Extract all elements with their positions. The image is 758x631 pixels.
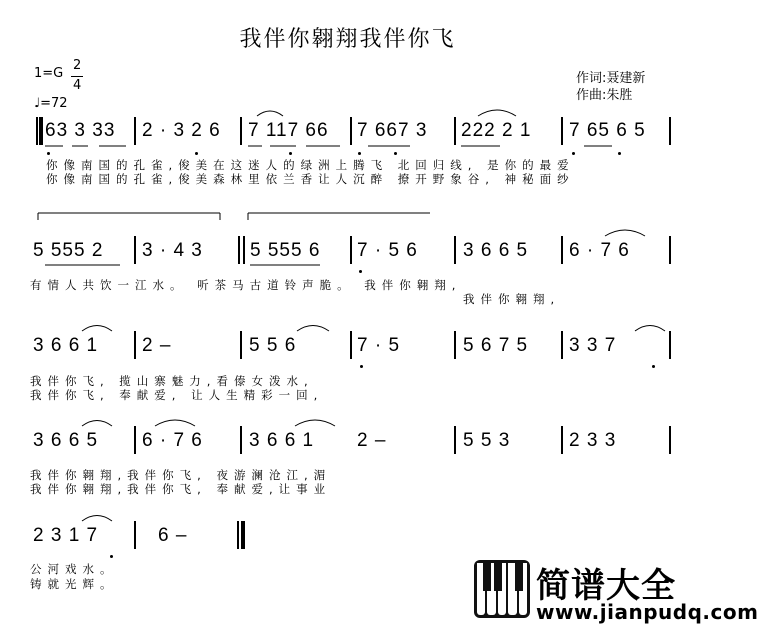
measure: 7 667 3: [357, 120, 428, 141]
measure: 2 3 3: [569, 430, 617, 451]
measure: 5 6 7 5: [463, 335, 529, 356]
lower-octave-dot: [652, 365, 655, 368]
underlines: [38, 146, 612, 265]
key-signature: 1=G: [34, 66, 64, 81]
measure: 2 3 1 7: [33, 525, 99, 546]
watermark-url: www.jianpudq.com: [536, 600, 758, 624]
time-signature-top: 2: [73, 58, 82, 73]
lyric-line-2: 我伴你翱翔,: [463, 292, 561, 306]
lower-octave-dot: [195, 152, 198, 155]
lower-octave-dot: [110, 555, 113, 558]
measure: 7 117 66: [248, 120, 329, 141]
measure: 5 5 3: [463, 430, 511, 451]
measure: 5 555 6: [250, 240, 321, 261]
tempo-marking: ♩=72: [34, 96, 68, 111]
measure: 3 · 4 3: [142, 240, 203, 261]
lower-octave-dot: [358, 152, 361, 155]
measure: 6 · 7 6: [569, 240, 630, 261]
measure: 6 · 7 6: [142, 430, 203, 451]
lower-octave-dot: [572, 152, 575, 155]
lyric-line-2: 铸就光辉。: [30, 577, 118, 591]
measure: 7 · 5: [357, 335, 401, 356]
measure: 2 · 3 2 6: [142, 120, 221, 141]
lower-octave-dot: [618, 152, 621, 155]
measure: 222 2 1: [461, 120, 532, 141]
lyric-line-1: 我伴你飞, 揽山寨魅力,看傣女泼水,: [30, 374, 314, 388]
song-title: 我伴你翱翔我伴你飞: [239, 27, 456, 52]
lower-octave-dot: [394, 152, 397, 155]
lyric-line-1: 你像南国的孔雀,俊美在这迷人的绿洲上腾飞 北回归线, 是你的最爱: [46, 158, 575, 172]
measure: 7 · 5 6: [357, 240, 418, 261]
lyric-line-2: 我伴你飞, 奉献爱, 让人生精彩一回,: [30, 388, 324, 402]
lyric-line-2: 你像南国的孔雀,俊美森林里依兰香让人沉醉 撩开野象谷, 神秘面纱: [46, 172, 575, 186]
measure: 3 3 7: [569, 335, 617, 356]
measure: 3 6 6 1: [33, 335, 99, 356]
lower-octave-dot: [360, 365, 363, 368]
measure: 7 65 6 5: [569, 120, 646, 141]
slurs: [82, 110, 665, 521]
measure: 6 –: [158, 525, 188, 546]
lower-octave-dot: [47, 152, 50, 155]
piano-keys-icon: [474, 560, 530, 618]
lyric-line-2: 我伴你翱翔,我伴你飞, 奉献爱,让事业: [30, 482, 332, 496]
lyric-line-1: 有情人共饮一江水。 听茶马古道铃声脆。 我伴你翱翔,: [30, 278, 462, 292]
measure: 2 –: [142, 335, 172, 356]
measure: 3 6 6 1: [249, 430, 315, 451]
lower-octave-dot: [289, 152, 292, 155]
watermark-name: 简谱大全: [536, 566, 676, 606]
measure: 2 –: [357, 430, 387, 451]
measure: 63 3 33: [45, 120, 116, 141]
lyric-line-1: 公河戏水。: [30, 562, 118, 576]
lyricist-credit: 作词:聂建新: [576, 71, 646, 86]
lower-octave-dot: [359, 270, 362, 273]
composer-credit: 作曲:朱胜: [576, 88, 633, 103]
measure: 5 5 6: [249, 335, 297, 356]
site-watermark: [474, 556, 758, 631]
measure: 3 6 6 5: [33, 430, 99, 451]
measure: 5 555 2: [33, 240, 104, 261]
lyric-line-1: 我伴你翱翔,我伴你飞, 夜游澜沧江,湄: [30, 468, 332, 482]
time-signature-bottom: 4: [73, 78, 82, 93]
measure: 3 6 6 5: [463, 240, 529, 261]
